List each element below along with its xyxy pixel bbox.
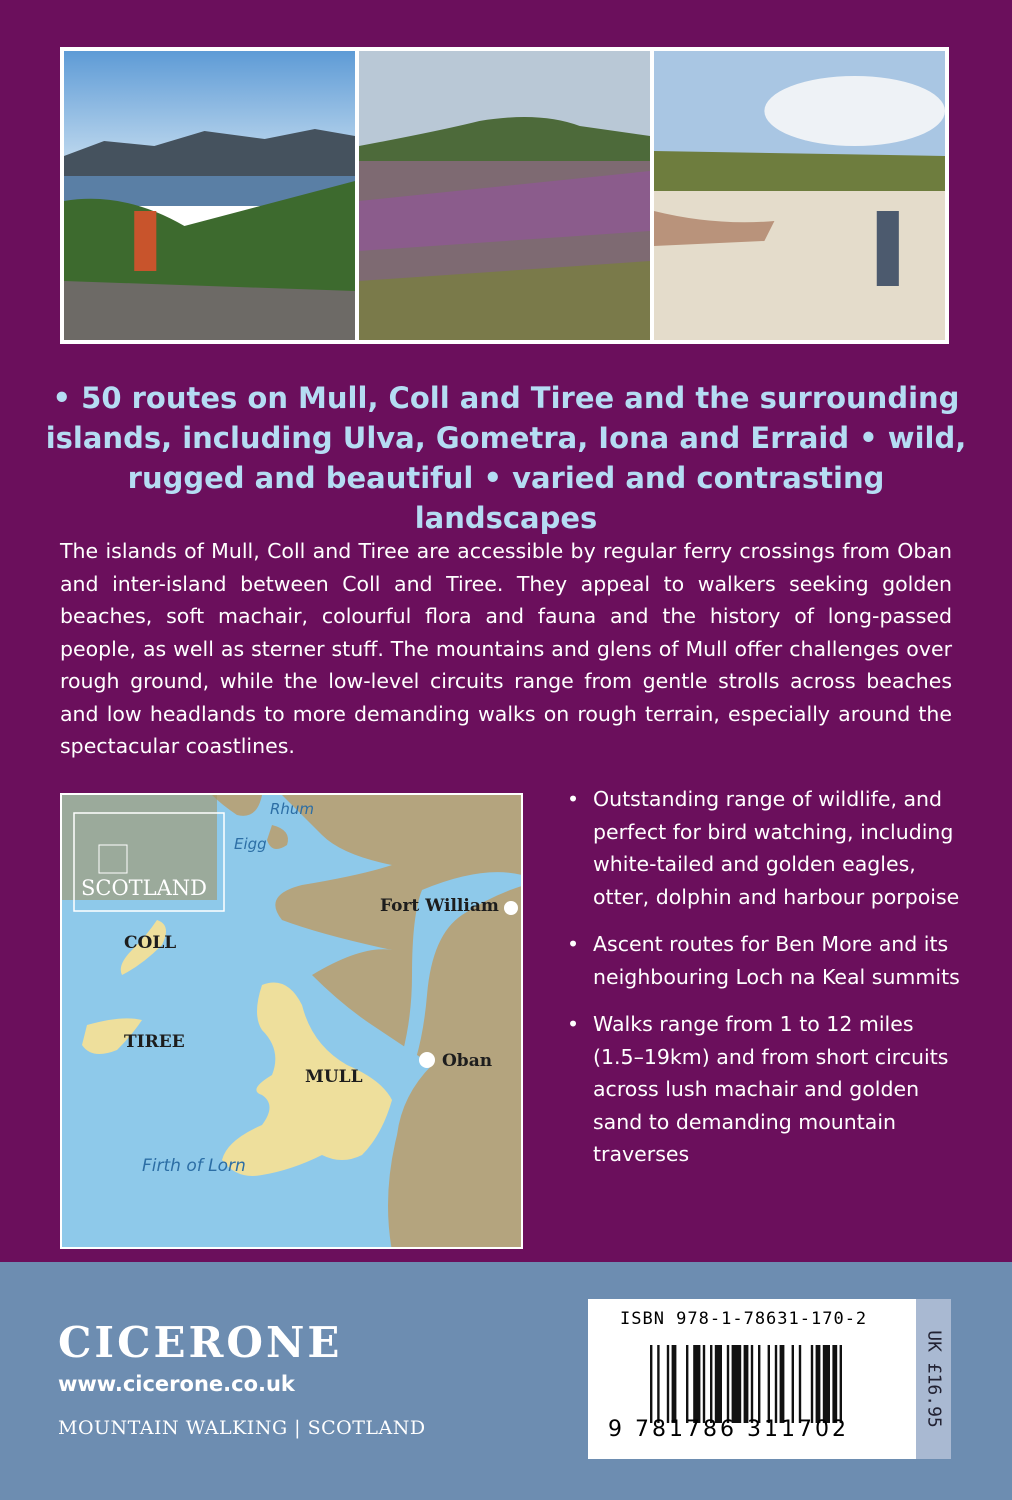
feature-item: • Outstanding range of wildlife, and perfect for bird watching, including white-tailed and golden eagles, otter, dolphin and harbour porpoise bbox=[565, 783, 965, 913]
price-label: UK £16.95 bbox=[923, 1330, 944, 1428]
feature-item: • Ascent routes for Ben More and its neighbouring Loch na Keal summits bbox=[565, 928, 965, 993]
map-label-coll: COLL bbox=[124, 933, 177, 953]
description: The islands of Mull, Coll and Tiree are accessible by regular ferry crossings from Oban and inter-island between Coll and Tiree. They appeal to walkers seeking golden beaches, soft machair, colourful flora and fauna and the history of long-passed people, as well as sterner stuff. The mountains and glens of Mull offer challenges over rough ground, while the low-level circuits range from gentle strolls across beaches and low headlands to more demanding walks on rough terrain, especially around the spectacular coastlines. bbox=[60, 539, 952, 758]
isbn-label: ISBN 978-1-78631-170-2 bbox=[620, 1309, 868, 1329]
barcode-block bbox=[588, 1299, 951, 1459]
map-label-rhum: Rhum bbox=[270, 800, 315, 818]
publisher-logo: CICERONE bbox=[58, 1318, 343, 1367]
photo-strip bbox=[60, 47, 949, 344]
map-label-oban: Oban bbox=[442, 1051, 493, 1071]
map-label-firth-of-lorn: Firth of Lorn bbox=[142, 1156, 246, 1176]
feature-list bbox=[565, 783, 965, 1186]
photo-walker-forest-track bbox=[64, 51, 355, 340]
category-label: MOUNTAIN WALKING | SCOTLAND bbox=[58, 1417, 426, 1439]
map-inset-label: SCOTLAND bbox=[81, 876, 207, 900]
map-label-fort-william: Fort William bbox=[380, 896, 499, 916]
photo-heather-moor bbox=[359, 51, 650, 340]
map-label-eigg: Eigg bbox=[234, 835, 267, 853]
photo-sandy-beach bbox=[654, 51, 945, 340]
map-label-tiree: TIREE bbox=[124, 1032, 185, 1052]
price-tab bbox=[916, 1299, 951, 1459]
tagline: • 50 routes on Mull, Coll and Tiree and the surrounding islands, including Ulva, Gometra, Iona and Erraid • wild, rugged and beautiful • varied and contrasting landscapes bbox=[45, 381, 967, 535]
map-label-mull: MULL bbox=[305, 1067, 363, 1087]
barcode-digits: 9 781786 311702 bbox=[608, 1417, 849, 1442]
area-map bbox=[60, 793, 523, 1249]
publisher-url[interactable]: www.cicerone.co.uk bbox=[58, 1372, 295, 1396]
feature-item: • Walks range from 1 to 12 miles (1.5–19km) and from short circuits across lush machair and golden sand to demanding mountain traverses bbox=[565, 1008, 965, 1171]
